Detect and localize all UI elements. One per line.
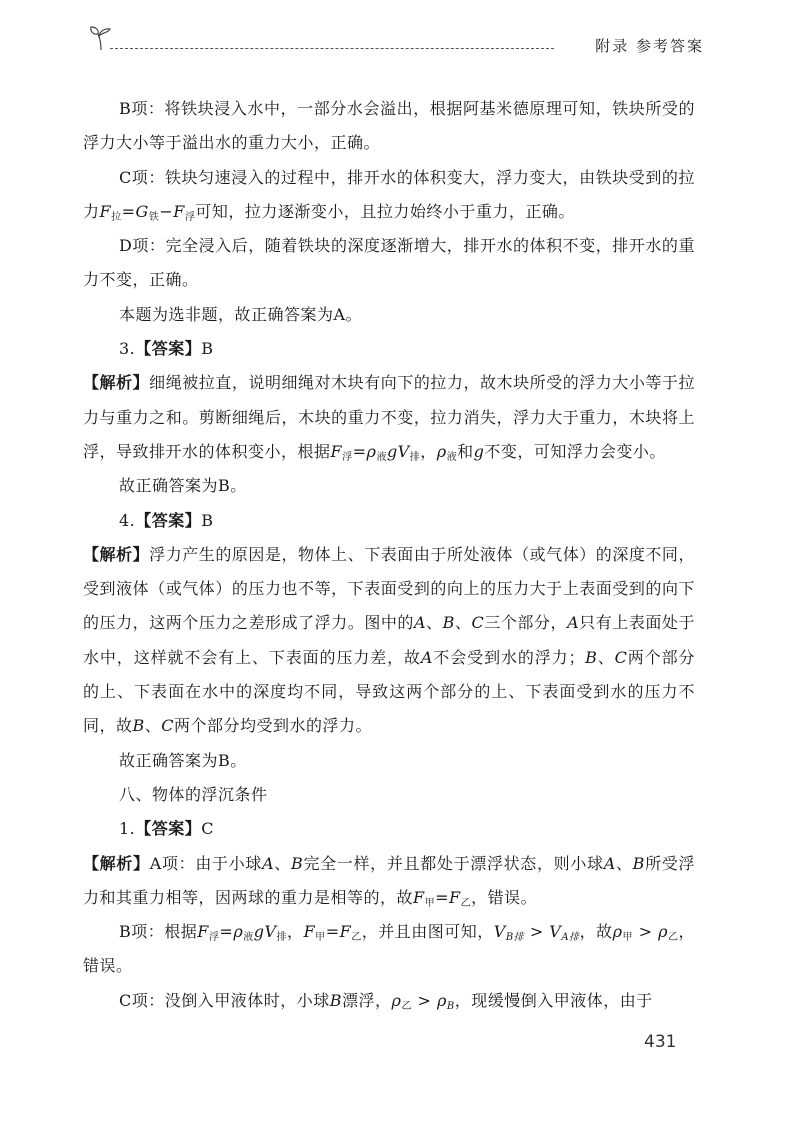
analysis-paragraph: 【解析】浮力产生的原因是，物体上、下表面由于所处液体（或气体）的深度不同，受到液体（或气体）的压力也不等，下表面受到的向上的压力大于上表面受到的向下的压力，这两个压力之差形成了浮力。图中的A、B、C三个部分，A只有上表面处于水中，这样就不会有上、下表面的压力差，故A不会受到水的浮力；B、C两个部分的上、下表面在水中的深度均不同，导致这两个部分的上、下表面受到水的压力不同，故B、C两个部分均受到水的浮力。: [83, 544, 695, 736]
header-rule: [110, 48, 554, 49]
answer-label: 【答案】: [135, 819, 202, 839]
answer-content: [83, 92, 695, 1018]
answer-line: 4.【答案】B: [119, 510, 214, 530]
running-title: 附录 参考答案: [595, 37, 704, 55]
paragraph: C项：铁块匀速浸入的过程中，排开水的体积变大，浮力变大，由铁块受到的拉力$F_拉=G_铁-F_浮$可知，拉力逐渐变小，且拉力始终小于重力，正确。: [83, 167, 695, 223]
analysis-label: 【解析】: [83, 373, 150, 393]
answer-label: 【答案】: [135, 510, 202, 530]
paragraph: 本题为选非题，故正确答案为A。: [119, 304, 363, 324]
paragraph: D项：完全浸入后，随着铁块的深度逐渐增大，排开水的体积不变，排开水的重力不变，正确。: [83, 236, 695, 290]
paragraph: 故正确答案为B。: [119, 750, 247, 770]
answer-line: 3.【答案】B: [119, 339, 214, 359]
analysis-paragraph: 【解析】细绳被拉直，说明细绳对木块有向下的拉力，故木块所受的浮力大小等于拉力与重力之和。剪断细绳后，木块的重力不变，拉力消失，浮力大于重力，木块将上浮，导致排开水的体积变小，根据$F_浮=\rho_液gV_排$，$\rho_液$和g不变，可知浮力会变小。: [83, 373, 695, 463]
page-number: 431: [644, 1032, 677, 1052]
page-header: [88, 24, 704, 60]
answer-label: 【答案】: [135, 339, 202, 359]
section-heading: 八、物体的浮沉条件: [119, 784, 268, 804]
paragraph: B项：根据$F_浮=\rho_液gV_排$，$F_甲=F_乙$，并且由图可知，$V_{B排} > V_{A排}$，故$\rho_甲 > \rho_乙$，错误。: [83, 922, 696, 976]
paragraph: 故正确答案为B。: [119, 476, 247, 496]
analysis-label: 【解析】: [83, 853, 150, 873]
analysis-label: 【解析】: [83, 544, 150, 564]
paragraph: B项：将铁块浸入水中，一部分水会溢出，根据阿基米德原理可知，铁块所受的浮力大小等于溢出水的重力大小，正确。: [83, 99, 695, 153]
answer-line: 1.【答案】C: [119, 819, 215, 839]
analysis-paragraph: 【解析】A项：由于小球A、B完全一样，并且都处于漂浮状态，则小球A、B所受浮力和其重力相等，因两球的重力是相等的，故$F_甲=F_乙$，错误。: [83, 853, 695, 909]
paragraph: C项：没倒入甲液体时，小球B漂浮，$\rho_乙 > \rho_B$，现缓慢倒入甲液体，由于: [119, 990, 653, 1012]
